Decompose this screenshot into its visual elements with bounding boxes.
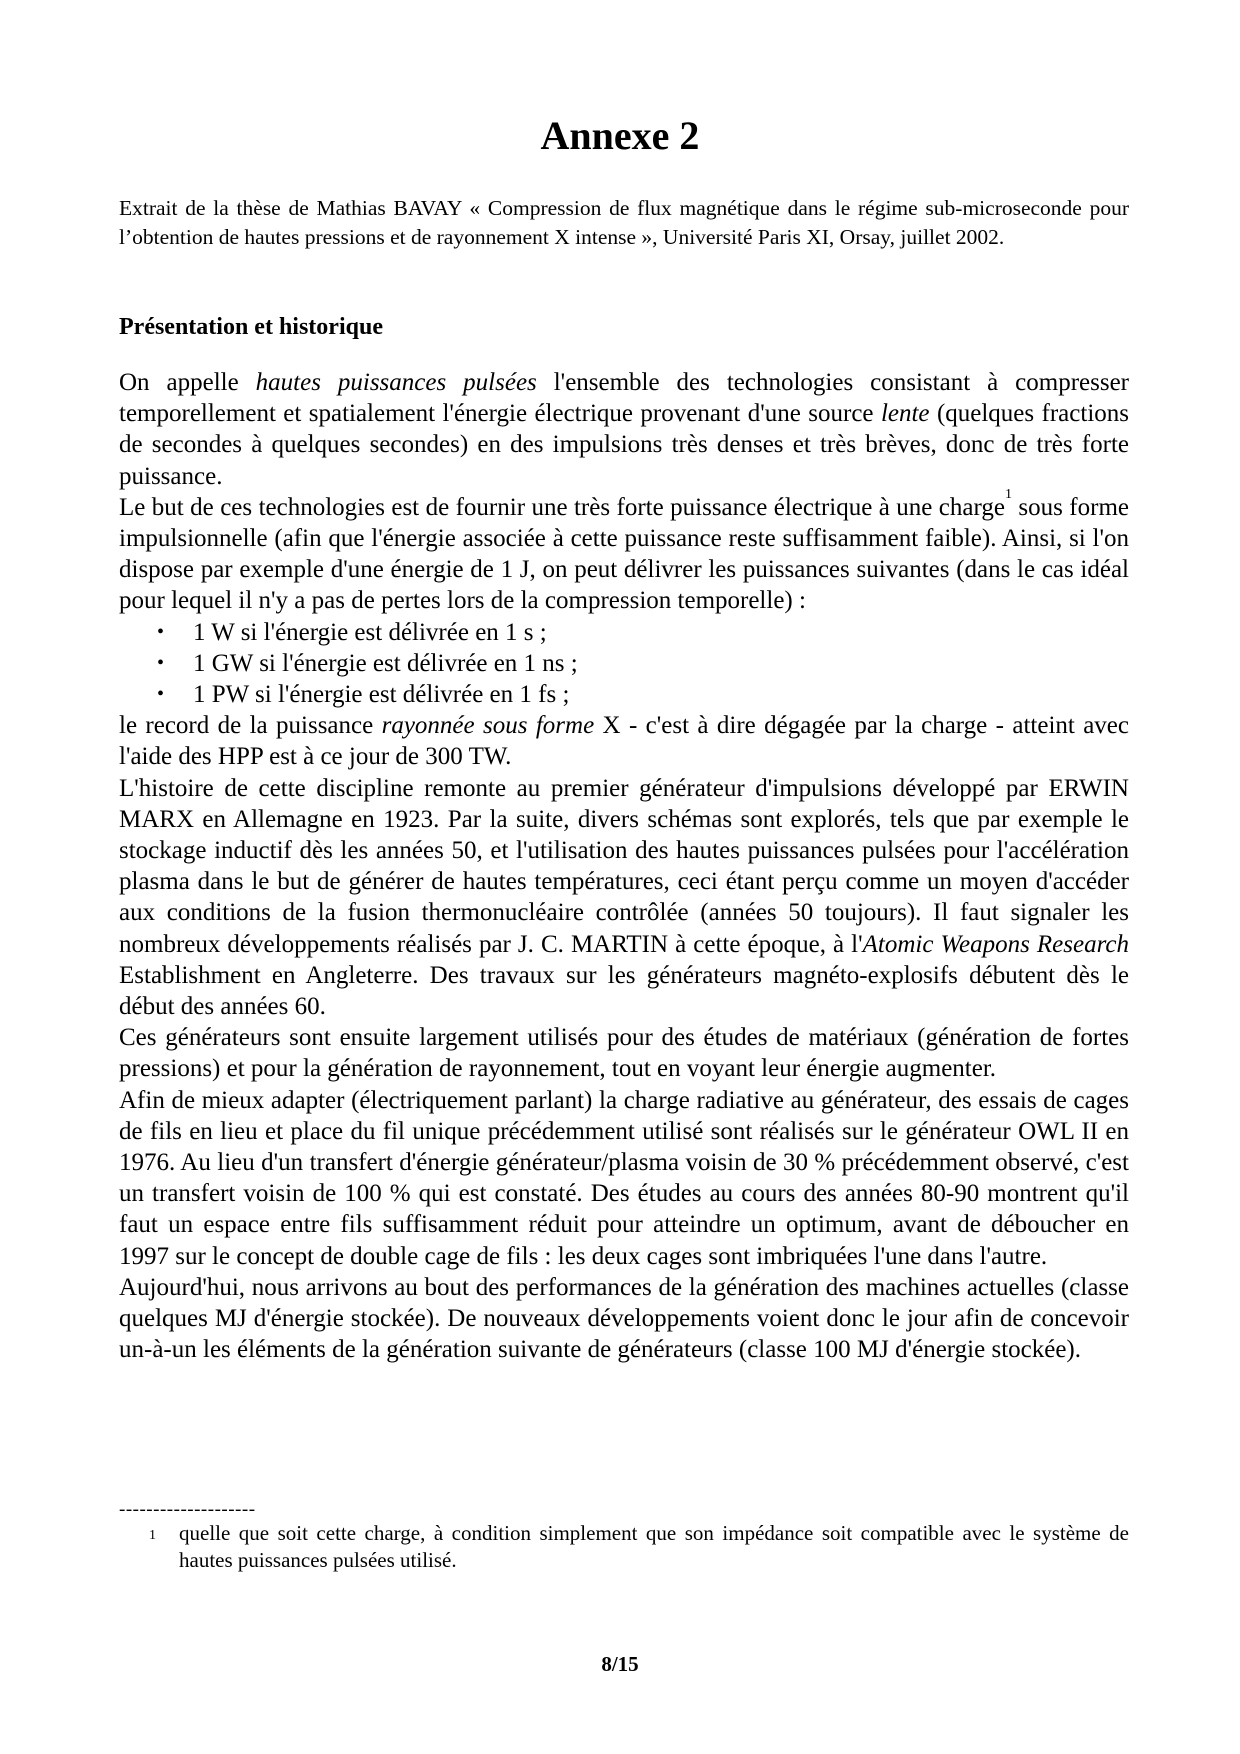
intro-paragraph: Extrait de la thèse de Mathias BAVAY « Compression de flux magnétique dans le régime sub-microseconde pour l’obtention de hautes pressions et de rayonnement X intense », Université Paris XI, Orsay, juillet 2002.	[119, 196, 1129, 249]
p2-text-b: sous forme impulsionnelle (afin que l'énergie associée à cette puissance reste suffisamment faible). Ainsi, si l'on dispose par exemple d'une énergie de 1 J, on peut délivrer les puissances suivantes (dans le cas idéal pour lequel il n'y a pas de pertes lors de la compression temporelle) :	[119, 493, 1130, 615]
p1-italic-term: hautes puissances pulsées	[255, 369, 537, 396]
p3-text-c: X - c'est à dire dégagée par la charge - atteint avec l'aide des HPP est à ce jour de 300 TW.	[119, 712, 1129, 771]
paragraph-4	[119, 773, 1129, 1023]
p3-text-a: le record de la puissance	[119, 712, 382, 740]
p4-italic-term: Atomic Weapons Research	[862, 930, 1129, 958]
paragraph-7: Aujourd'hui, nous arrivons au bout des performances de la génération des machines actuelles (classe quelques MJ d'énergie stockée). De nouveaux développements voient donc le jour afin de concevoir un-à-un les éléments de la génération suivante de générateurs (classe 100 MJ d'énergie stockée).	[119, 1273, 1129, 1364]
page-number: 8/15	[601, 1652, 639, 1676]
p2-text-a: Le but de ces technologies est de fournir une très forte puissance électrique à une charge	[119, 493, 1005, 521]
paragraph-2	[119, 486, 1130, 617]
footnote	[119, 1520, 1129, 1574]
p3-italic-term: rayonnée sous forme	[381, 712, 595, 740]
p1-text-a: On appelle	[119, 369, 256, 396]
p4-text-c: Establishment en Angleterre. Des travaux sur les générateurs magnéto-explosifs débutent dès le début des années 60.	[119, 961, 1129, 1021]
list-item: • 1 PW si l'énergie est délivrée en 1 fs ;	[193, 679, 1129, 710]
footnote-number: 1	[149, 1528, 156, 1543]
paragraph-3	[119, 710, 1129, 772]
paragraph-5: Ces générateurs sont ensuite largement utilisés pour des études de matériaux (génération de fortes pressions) et pour la génération de rayonnement, tout en voyant leur énergie augmenter.	[119, 1024, 1129, 1083]
list-item: • 1 GW si l'énergie est délivrée en 1 ns ;	[193, 648, 1129, 679]
p1-text-e: (quelques fractions de secondes à quelques secondes) en des impulsions très denses et très brèves, donc de très forte puissance.	[119, 400, 1129, 490]
page-title: Annexe 2	[540, 113, 700, 158]
p1-italic-lente: lente	[880, 400, 930, 428]
footnote-reference[interactable]: 1	[1004, 486, 1012, 502]
power-list	[119, 617, 1129, 711]
body-text	[119, 367, 1129, 1366]
list-item: • 1 W si l'énergie est délivrée en 1 s ;	[193, 617, 1129, 648]
p4-text-a: L'histoire de cette discipline remonte au premier générateur d'impulsions développé par ERWIN MARX en Allemagne en 1923. Par la suite, divers schémas sont explorés, tels que par exemple le stockage inductif dès les années 50, et l'utilisation des hautes puissances pulsées pour l'accélération plasma dans le but de générer de hautes températures, ceci étant perçu comme un moyen d'accéder aux conditions de la fusion thermonucléaire contrôlée (années 50 toujours). Il faut signaler les nombreux développements réalisés par J. C. MARTIN à cette époque, à l'	[119, 774, 1129, 958]
paragraph-6: Afin de mieux adapter (électriquement parlant) la charge radiative au générateur, des essais de cages de fils en lieu et place du fil unique précédemment utilisé sont réalisés sur le générateur OWL II en 1976. Au lieu d'un transfert d'énergie générateur/plasma voisin de 30 % précédemment observé, c'est un transfert voisin de 100 % qui est constaté. Des études au cours des années 80-90 montrent qu'il faut un espace entre fils suffisamment réduit pour atteindre un optimum, avant de déboucher en 1997 sur le concept de double cage de fils : les deux cages sont imbriquées l'une dans l'autre.	[119, 1086, 1129, 1270]
paragraph-1	[119, 367, 1129, 492]
section-heading: Présentation et historique	[119, 314, 383, 340]
footnote-separator: --------------------	[119, 1499, 256, 1520]
footnote-text: quelle que soit cette charge, à condition simplement que son impédance soit compatible avec le système de hautes puissances pulsées utilisé.	[179, 1521, 1129, 1572]
p1-text-c: l'ensemble des technologies consistant à compresser temporellement et spatialement l'énergie électrique provenant d'une source	[119, 369, 1130, 428]
